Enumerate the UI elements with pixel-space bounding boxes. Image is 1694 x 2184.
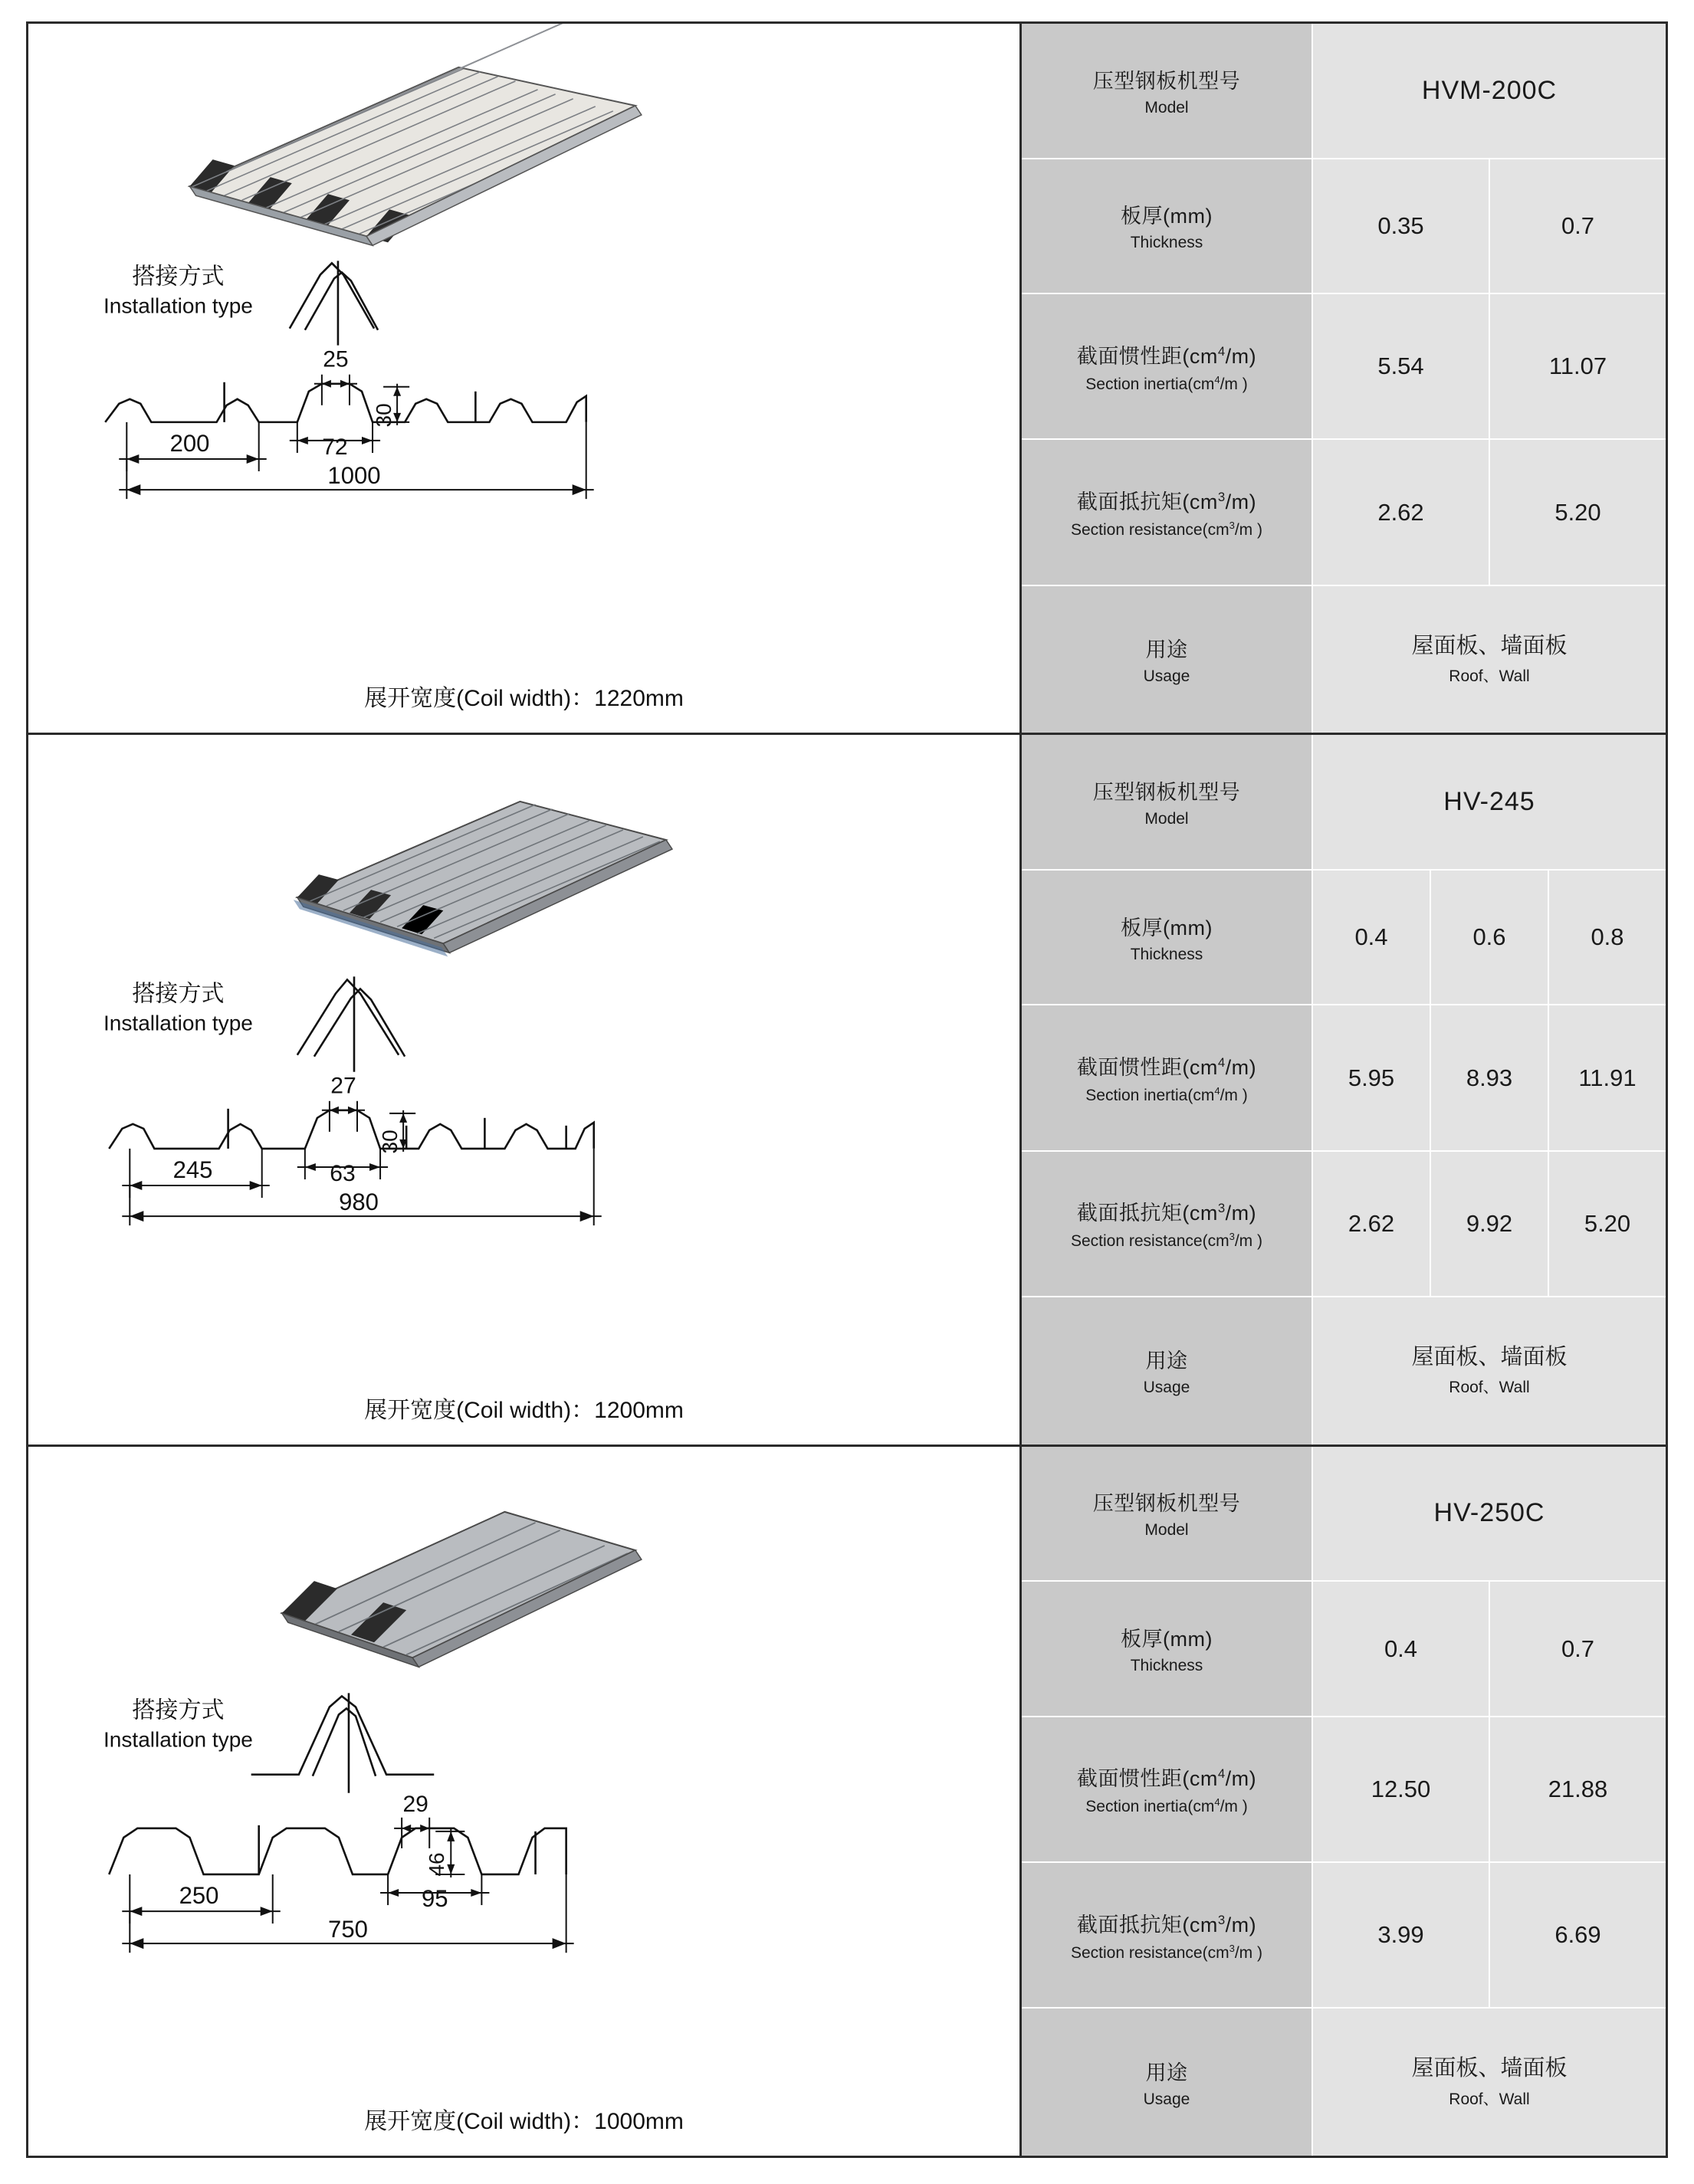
- usage-value: [1313, 586, 1666, 733]
- row-values-inertia-1: [1313, 294, 1666, 438]
- panel-3-drawings: [28, 1447, 1022, 2156]
- dim-mid-value-2: 63: [330, 1161, 356, 1187]
- row-header-cn: 用途: [1145, 638, 1188, 661]
- dim-pitch-value-2: 245: [172, 1156, 213, 1184]
- dim-top-value-1: 25: [323, 346, 349, 372]
- table-row: [1022, 586, 1666, 733]
- table-row: [1022, 1447, 1666, 1582]
- row-header-en: Section $inertia(cm^4/m$ ): [1085, 373, 1248, 393]
- installation-type-label-en-1: Installation type: [103, 293, 253, 318]
- dim-total-value-2: 980: [339, 1189, 379, 1216]
- row-header-cn: 板厚(mm): [1121, 205, 1213, 228]
- row-header-en: Section $inertia(cm^4/m$ ): [1085, 1085, 1248, 1105]
- panel-1-drawings: [28, 24, 1022, 733]
- thickness-value: 0.7: [1561, 212, 1595, 239]
- inertia-value: 11.91: [1578, 1064, 1637, 1091]
- dim-height-value-1: 30: [372, 403, 396, 428]
- row-header-cn: 板厚(mm): [1121, 1628, 1213, 1651]
- row-header-inertia-3: [1022, 1717, 1313, 1861]
- sheet-3d-view-2: [294, 802, 672, 956]
- dim-top-2: [322, 1101, 365, 1132]
- cross-section-2: [109, 1109, 593, 1149]
- row-header-en: Section $resistance(cm^3/m$ ): [1071, 1942, 1262, 1962]
- thickness-value: 0.8: [1591, 923, 1624, 951]
- usage-value-en: Roof、Wall: [1449, 667, 1530, 685]
- dim-top-1: [314, 375, 357, 405]
- model-value: HV-245: [1443, 787, 1535, 817]
- table-row: [1022, 294, 1666, 440]
- cross-section-1: [105, 382, 586, 422]
- row-header-thickness-3: [1022, 1582, 1313, 1716]
- row-header-en: Model: [1144, 98, 1189, 116]
- table-row: [1022, 1005, 1666, 1151]
- panel-hv-250c: [28, 1447, 1666, 2156]
- overlap-detail-1: [290, 261, 378, 345]
- table-row: [1022, 24, 1666, 159]
- profile-drawing-2: [28, 735, 1019, 1390]
- row-header-inertia-2: [1022, 1005, 1313, 1149]
- dim-top-value-2: 27: [330, 1074, 356, 1100]
- panel-2-artwork: [28, 735, 1019, 1390]
- row-values-inertia-2: [1313, 1005, 1666, 1149]
- panel-3-table: [1022, 1447, 1666, 2156]
- row-values-model-1: [1313, 24, 1666, 158]
- table-row: [1022, 2009, 1666, 2156]
- installation-type-label-cn-2: 搭接方式: [132, 981, 225, 1007]
- installation-type-label-en-3: Installation type: [103, 1727, 253, 1752]
- table-row: [1022, 1717, 1666, 1863]
- panel-2-drawings: [28, 735, 1022, 1444]
- thickness-value: 0.7: [1561, 1635, 1595, 1662]
- usage-value-en: Roof、Wall: [1449, 2090, 1530, 2108]
- row-header-cn: 用途: [1145, 2061, 1188, 2084]
- row-header-model-2: [1022, 735, 1313, 869]
- installation-type-label-cn-3: 搭接方式: [132, 1697, 225, 1723]
- resistance-value: 5.20: [1584, 1209, 1631, 1237]
- row-values-model-3: [1313, 1447, 1666, 1581]
- row-header-thickness-2: [1022, 871, 1313, 1005]
- row-values-usage-3: [1313, 2009, 1666, 2156]
- dim-pitch-value-3: 250: [179, 1881, 219, 1909]
- row-header-cn: 截面惯性距$(cm^4/m)$: [1076, 1055, 1257, 1080]
- usage-value-cn: 屋面板、墙面板: [1411, 2056, 1568, 2081]
- panel-1-artwork: [28, 24, 1019, 679]
- row-header-model-3: [1022, 1447, 1313, 1581]
- resistance-value: 6.69: [1554, 1921, 1601, 1949]
- spec-table-outer: [26, 21, 1668, 2158]
- dim-top-value-3: 29: [402, 1791, 428, 1817]
- table-row: [1022, 1152, 1666, 1297]
- row-header-usage-2: [1022, 1297, 1313, 1445]
- row-header-en: Usage: [1143, 667, 1190, 685]
- row-header-resistance-3: [1022, 1863, 1313, 2007]
- row-values-thickness-1: [1313, 159, 1666, 293]
- dim-height-value-3: 46: [425, 1851, 449, 1877]
- table-row: [1022, 735, 1666, 871]
- row-values-thickness-3: [1313, 1582, 1666, 1716]
- row-header-en: Model: [1144, 1521, 1189, 1540]
- inertia-value: 5.54: [1313, 294, 1490, 438]
- resistance-value: 2.62: [1313, 440, 1490, 584]
- dim-total-value-1: 1000: [327, 462, 381, 490]
- resistance-value: 5.20: [1554, 498, 1601, 526]
- row-header-cn: 压型钢板机型号: [1092, 781, 1241, 805]
- table-row: [1022, 871, 1666, 1006]
- row-header-en: Usage: [1143, 1379, 1190, 1397]
- usage-value-en: Roof、Wall: [1449, 1379, 1530, 1397]
- row-header-cn: 压型钢板机型号: [1092, 1492, 1241, 1516]
- thickness-value: 0.4: [1313, 871, 1431, 1005]
- inertia-value: 8.93: [1431, 1005, 1549, 1149]
- row-header-cn: 板厚(mm): [1121, 916, 1213, 940]
- row-header-model-1: [1022, 24, 1313, 158]
- row-header-en: Section $resistance(cm^3/m$ ): [1071, 520, 1262, 539]
- model-value: HV-250C: [1433, 1498, 1545, 1528]
- row-header-en: Thickness: [1130, 1657, 1203, 1674]
- panel-1-table: [1022, 24, 1666, 733]
- row-header-resistance-1: [1022, 440, 1313, 584]
- installation-type-label-en-2: Installation type: [103, 1011, 253, 1035]
- dim-pitch-value-1: 200: [169, 429, 210, 457]
- row-values-usage-1: [1313, 586, 1666, 733]
- row-values-resistance-2: [1313, 1152, 1666, 1296]
- overlap-detail-3: [251, 1693, 435, 1792]
- coil-width-3: 展开宽度(Coil width)：1000mm: [364, 2108, 684, 2134]
- dim-mid-value-1: 72: [322, 434, 348, 460]
- row-header-en: Model: [1144, 810, 1189, 828]
- resistance-value: 3.99: [1313, 1863, 1490, 2007]
- inertia-value: 12.50: [1313, 1717, 1490, 1861]
- thickness-value: 0.4: [1313, 1582, 1490, 1716]
- row-header-en: Thickness: [1130, 234, 1203, 252]
- dim-height-value-2: 30: [378, 1130, 402, 1154]
- row-header-cn: 截面抵抗矩$(cm^3/m)$: [1076, 1912, 1257, 1936]
- row-header-cn: 截面抵抗矩$(cm^3/m)$: [1076, 1201, 1257, 1225]
- usage-value-cn: 屋面板、墙面板: [1411, 1345, 1568, 1370]
- dim-top-3: [394, 1817, 437, 1848]
- panel-hvm-200c: [28, 24, 1666, 735]
- row-values-thickness-2: [1313, 871, 1666, 1005]
- row-values-inertia-3: [1313, 1717, 1666, 1861]
- table-row: [1022, 1582, 1666, 1717]
- row-header-thickness-1: [1022, 159, 1313, 293]
- row-header-inertia-1: [1022, 294, 1313, 438]
- profile-drawing-1: [28, 24, 1019, 679]
- row-values-model-2: [1313, 735, 1666, 869]
- table-row: [1022, 159, 1666, 295]
- coil-width-1: 展开宽度(Coil width)：1220mm: [364, 686, 684, 712]
- installation-type-label-cn-1: 搭接方式: [132, 264, 225, 290]
- row-values-resistance-3: [1313, 1863, 1666, 2007]
- coil-width-2: 展开宽度(Coil width)：1200mm: [364, 1397, 684, 1423]
- overlap-detail-2: [297, 977, 405, 1072]
- dim-total-value-3: 750: [328, 1915, 368, 1943]
- row-header-cn: 压型钢板机型号: [1092, 69, 1241, 93]
- row-header-cn: 截面惯性距$(cm^4/m)$: [1076, 1766, 1257, 1791]
- row-header-usage-1: [1022, 586, 1313, 733]
- profile-drawing-3: [28, 1447, 1019, 2102]
- panel-3-artwork: [28, 1447, 1019, 2102]
- table-row: [1022, 1297, 1666, 1445]
- row-header-en: Usage: [1143, 2090, 1190, 2108]
- row-header-resistance-2: [1022, 1152, 1313, 1296]
- row-header-en: Section $resistance(cm^3/m$ ): [1071, 1231, 1262, 1251]
- row-header-cn: 截面惯性距$(cm^4/m)$: [1076, 343, 1257, 368]
- row-header-cn: 用途: [1145, 1349, 1188, 1373]
- usage-value: [1313, 1297, 1666, 1445]
- thickness-value: 0.35: [1313, 159, 1490, 293]
- panel-2-table: [1022, 735, 1666, 1444]
- table-row: [1022, 1863, 1666, 2009]
- thickness-value: 0.6: [1431, 871, 1549, 1005]
- sheet-3d-view-3: [282, 1512, 642, 1667]
- row-header-cn: 截面抵抗矩$(cm^3/m)$: [1076, 490, 1257, 513]
- row-header-en: Section $inertia(cm^4/m$ ): [1085, 1796, 1248, 1816]
- usage-value-cn: 屋面板、墙面板: [1411, 633, 1568, 658]
- usage-value: [1313, 2009, 1666, 2156]
- model-value: HVM-200C: [1421, 75, 1558, 105]
- table-row: [1022, 440, 1666, 585]
- dim-mid-value-3: 95: [421, 1884, 448, 1912]
- inertia-value: 11.07: [1548, 353, 1607, 380]
- row-values-usage-2: [1313, 1297, 1666, 1445]
- row-values-resistance-1: [1313, 440, 1666, 584]
- resistance-value: 2.62: [1313, 1152, 1431, 1296]
- panel-hv-245: [28, 735, 1666, 1446]
- resistance-value: 9.92: [1431, 1152, 1549, 1296]
- inertia-value: 5.95: [1313, 1005, 1431, 1149]
- inertia-value: 21.88: [1548, 1775, 1608, 1802]
- row-header-en: Thickness: [1130, 945, 1203, 963]
- sheet-3d-view-1: [189, 24, 667, 245]
- cross-section-3: [109, 1825, 566, 1877]
- row-header-usage-3: [1022, 2009, 1313, 2156]
